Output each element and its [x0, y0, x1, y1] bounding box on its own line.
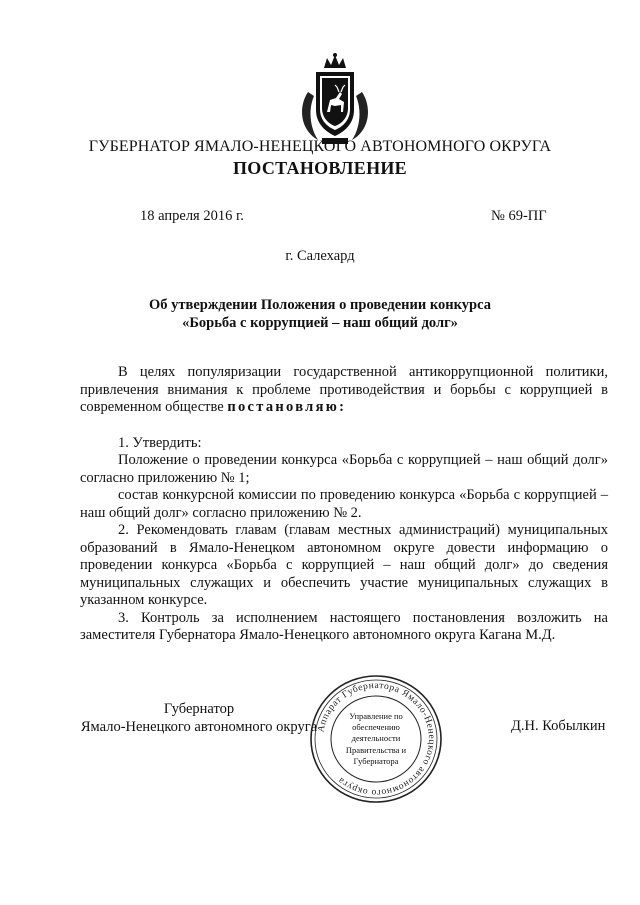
title-line-1: Об утверждении Положения о проведении конкурса: [149, 297, 491, 313]
preamble-paragraph: [80, 364, 608, 417]
preamble-text: В целях популяризации государственной антикоррупционной политики, привлечения внимания к проблеме противодействия и борьбы с коррупцией в современном обществе: [80, 364, 608, 415]
signatory-title-line-2: Ямало-Ненецкого автономного округа: [80, 719, 318, 735]
decree-word: постановляю:: [227, 399, 347, 415]
document-date: 18 апреля 2016 г.: [140, 208, 244, 224]
item-3: 3. Контроль за исполнением настоящего постановления возложить на заместителя Губернатора Ямало-Ненецкого автономного округа Кагана М.Д.: [80, 609, 608, 643]
document-body: [80, 364, 608, 645]
signatory-title: [80, 700, 318, 736]
item-2: 2. Рекомендовать главам (главам местных администраций) муниципальных образований в Ямало-Ненецком автономном округе довести информацию о проведении конкурса «Борьба с коррупцией – наш общий долг» до сведения муниципальных служащих и обеспечить участие муниципальных служащих в указанном конкурсе.: [80, 522, 608, 608]
item-1-a: Положение о проведении конкурса «Борьба с коррупцией – наш общий долг» согласно приложению № 1;: [80, 452, 608, 486]
stamp-center-text: Управление по обеспечению деятельности Правительства и Губернатора: [345, 711, 407, 766]
item-1-heading: 1. Утвердить:: [118, 434, 202, 451]
item-1-b: состав конкурсной комиссии по проведению конкурса «Борьба с коррупцией – наш общий долг» согласно приложению № 2.: [80, 487, 608, 521]
signatory-title-line-1: Губернатор: [163, 701, 235, 717]
document-number: № 69-ПГ: [491, 208, 547, 224]
title-line-2: «Борьба с коррупцией – наш общий долг»: [182, 315, 458, 331]
issuing-authority: ГУБЕРНАТОР ЯМАЛО-НЕНЕЦКОГО АВТОНОМНОГО ОКРУГА: [88, 138, 552, 155]
signatory-name: Д.Н. Кобылкин: [511, 718, 606, 734]
document-city: г. Салехард: [285, 248, 355, 264]
stamp-ring-text: Аппарат Губернатора Ямало-Ненецкого автономного округа: [316, 680, 437, 798]
document-title: [0, 296, 640, 332]
official-stamp: [308, 673, 444, 805]
coat-of-arms-icon: [290, 52, 380, 148]
document-type: ПОСТАНОВЛЕНИЕ: [233, 158, 407, 178]
